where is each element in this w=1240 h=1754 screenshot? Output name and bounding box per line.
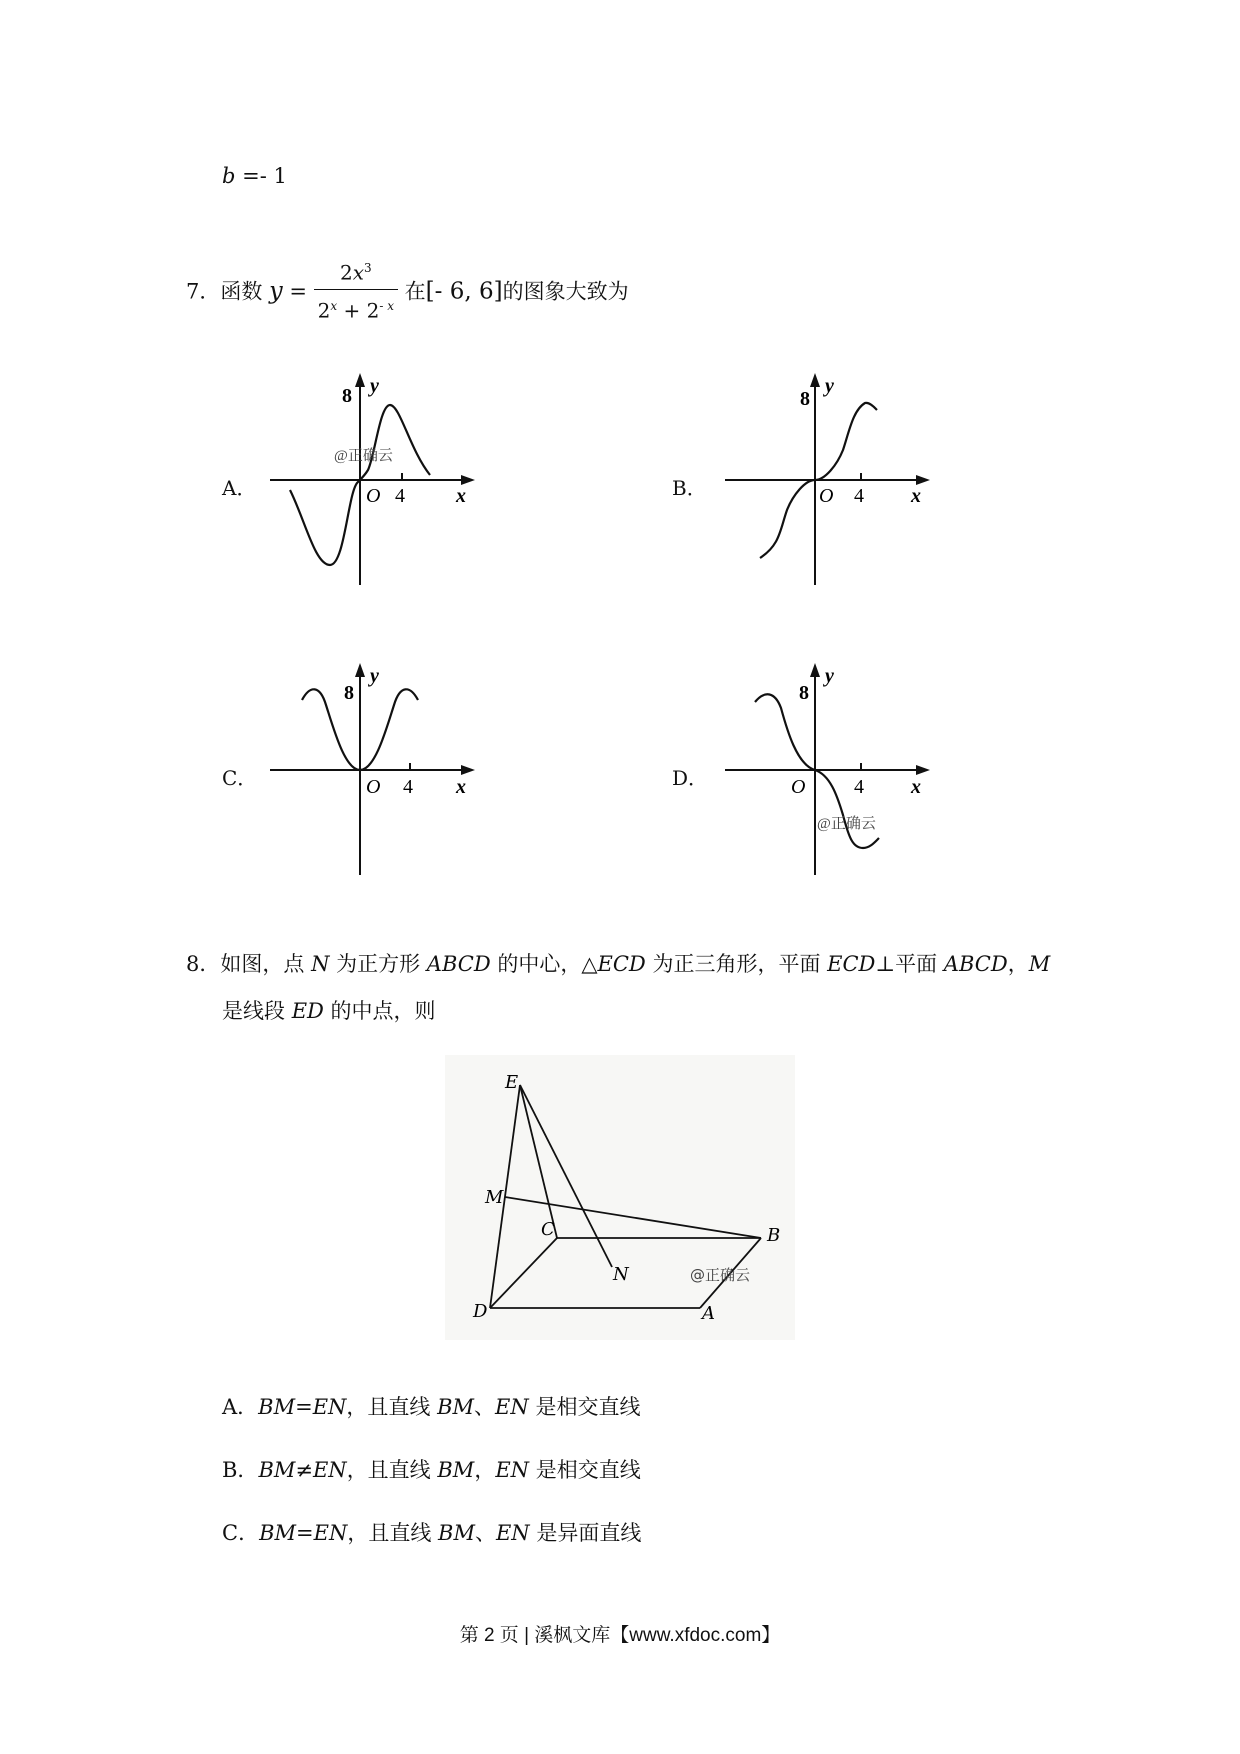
q8-option-text: BM bbox=[437, 1458, 475, 1482]
q7-graph-b bbox=[725, 370, 935, 594]
x-tick-label: 4 bbox=[403, 776, 413, 798]
q8-option-text: BM≠EN bbox=[258, 1458, 347, 1482]
y-arrow-icon bbox=[810, 373, 820, 387]
x-axis-label: x bbox=[456, 485, 466, 507]
y-axis-label: y bbox=[825, 665, 834, 687]
q7-interval: [- 6, 6] bbox=[425, 278, 503, 305]
q7-option-d-label: D． bbox=[672, 766, 709, 790]
q8-point-n: N bbox=[311, 952, 330, 976]
x-tick-label: 4 bbox=[854, 776, 864, 798]
q8-option-c bbox=[222, 1519, 641, 1547]
q7-num-coef: 2 bbox=[339, 260, 353, 285]
q7-graph-c bbox=[270, 660, 480, 884]
y-axis-label: y bbox=[825, 375, 834, 397]
q7-den-exp2: - x bbox=[379, 298, 394, 313]
q7-prefix: 函数 bbox=[220, 279, 263, 304]
q8-stem-line1 bbox=[186, 950, 1050, 978]
q8-triangle-ecd: ECD bbox=[597, 952, 646, 976]
q8-text: ， bbox=[1007, 952, 1029, 976]
q8-stem-line2 bbox=[222, 997, 436, 1025]
page-footer: 第 2 页 | 溪枫文库【www.xfdoc.com】 bbox=[459, 1625, 781, 1646]
y-tick-label: 8 bbox=[342, 385, 352, 407]
q7-num-var: x bbox=[352, 260, 364, 285]
watermark: @正确云 bbox=[817, 816, 876, 832]
q8-option-text: 是异面直线 bbox=[529, 1521, 642, 1545]
point-d-label: D bbox=[473, 1301, 488, 1322]
point-c-label: C bbox=[541, 1219, 555, 1240]
q7-den-base1: 2 bbox=[317, 298, 331, 323]
q8-option-text: ， bbox=[474, 1458, 496, 1482]
q7-option-c-label: C． bbox=[222, 766, 258, 790]
q8-option-text: EN bbox=[495, 1458, 530, 1482]
x-arrow-icon bbox=[461, 765, 475, 775]
origin-label: O bbox=[819, 485, 834, 507]
q8-number: 8． bbox=[186, 952, 221, 976]
point-n-label: N bbox=[613, 1264, 629, 1285]
y-axis-label: y bbox=[370, 375, 379, 397]
q8-text: ⊥平面 bbox=[875, 952, 944, 976]
q8-option-text: EN bbox=[495, 1395, 529, 1419]
x-axis-label: x bbox=[456, 776, 466, 798]
watermark: @正确云 bbox=[334, 448, 393, 464]
q8-option-text: 、 bbox=[474, 1395, 496, 1419]
q7-den-base2: 2 bbox=[366, 298, 380, 323]
q8-square-abcd: ABCD bbox=[426, 952, 491, 976]
q7-den-plus: + bbox=[343, 298, 361, 323]
prev-answer bbox=[222, 162, 287, 190]
q8-point-m: M bbox=[1028, 952, 1051, 976]
q7-numerator bbox=[314, 254, 398, 289]
q8-option-text: 是相交直线 bbox=[528, 1395, 641, 1419]
prev-rest: =- 1 bbox=[242, 164, 287, 188]
origin-label: O bbox=[366, 485, 381, 507]
q8-text: 的中心，△ bbox=[490, 952, 598, 976]
origin-label: O bbox=[791, 776, 806, 798]
x-arrow-icon bbox=[916, 475, 930, 485]
y-tick-label: 8 bbox=[344, 682, 354, 704]
q8-option-a bbox=[222, 1393, 640, 1421]
x-axis-label: x bbox=[911, 776, 921, 798]
q7-graph-d bbox=[725, 660, 935, 884]
watermark: @正确云 bbox=[690, 1266, 751, 1284]
prev-var: b bbox=[222, 164, 236, 188]
q7-option-b-label: B． bbox=[672, 476, 707, 500]
y-tick-label: 8 bbox=[800, 388, 810, 410]
q8-text: 的中点，则 bbox=[323, 999, 436, 1023]
x-axis-label: x bbox=[911, 485, 921, 507]
q8-option-text: EN bbox=[495, 1521, 530, 1545]
x-arrow-icon bbox=[916, 765, 930, 775]
q7-graph-a bbox=[270, 370, 480, 594]
q7-number: 7． bbox=[186, 279, 221, 304]
q8-option-text: BM=EN bbox=[259, 1521, 348, 1545]
q8-option-text: 、 bbox=[474, 1521, 496, 1545]
q7-suffix: 的图象大致为 bbox=[502, 279, 629, 304]
y-arrow-icon bbox=[355, 663, 365, 677]
q8-segment-ed: ED bbox=[291, 999, 324, 1023]
q8-option-c-label: C． bbox=[222, 1521, 260, 1545]
q8-plane-ecd: ECD bbox=[827, 952, 876, 976]
x-tick-label: 4 bbox=[854, 485, 864, 507]
point-a-label: A bbox=[702, 1303, 715, 1324]
q8-figure bbox=[445, 1055, 795, 1344]
x-tick-label: 4 bbox=[395, 485, 405, 507]
q8-plane-abcd: ABCD bbox=[943, 952, 1008, 976]
q8-text: 是线段 bbox=[222, 999, 292, 1023]
q8-option-text: 是相交直线 bbox=[529, 1458, 641, 1482]
q8-option-text: BM=EN bbox=[258, 1395, 347, 1419]
y-arrow-icon bbox=[810, 663, 820, 677]
q7-y: y bbox=[269, 276, 283, 305]
point-e-label: E bbox=[505, 1072, 519, 1093]
q7-denominator bbox=[314, 289, 398, 325]
point-b-label: B bbox=[767, 1225, 781, 1246]
q8-option-text: BM bbox=[437, 1395, 475, 1419]
q8-text: 为正三角形，平面 bbox=[645, 952, 828, 976]
q8-option-b bbox=[222, 1456, 641, 1484]
q7-stem bbox=[186, 258, 629, 328]
point-m-label: M bbox=[485, 1187, 504, 1208]
q7-eq: = bbox=[289, 279, 307, 304]
q7-fraction bbox=[314, 254, 398, 324]
q7-mid: 在 bbox=[404, 279, 426, 304]
q8-text: 为正方形 bbox=[329, 952, 427, 976]
q8-option-text: ，且直线 bbox=[346, 1458, 438, 1482]
q8-option-b-label: B． bbox=[222, 1458, 259, 1482]
q8-text: 如图，点 bbox=[220, 952, 312, 976]
q8-option-text: BM bbox=[438, 1521, 475, 1545]
q8-option-text: ，且直线 bbox=[346, 1395, 438, 1419]
y-tick-label: 8 bbox=[799, 682, 809, 704]
q7-option-a-label: A． bbox=[222, 476, 257, 500]
origin-label: O bbox=[366, 776, 381, 798]
q8-option-a-label: A． bbox=[222, 1395, 259, 1419]
q8-option-text: ，且直线 bbox=[347, 1521, 439, 1545]
y-axis-label: y bbox=[370, 665, 379, 687]
q7-den-exp1: x bbox=[330, 298, 338, 313]
q7-num-exp: 3 bbox=[363, 261, 372, 275]
x-arrow-icon bbox=[461, 475, 475, 485]
y-arrow-icon bbox=[355, 373, 365, 387]
